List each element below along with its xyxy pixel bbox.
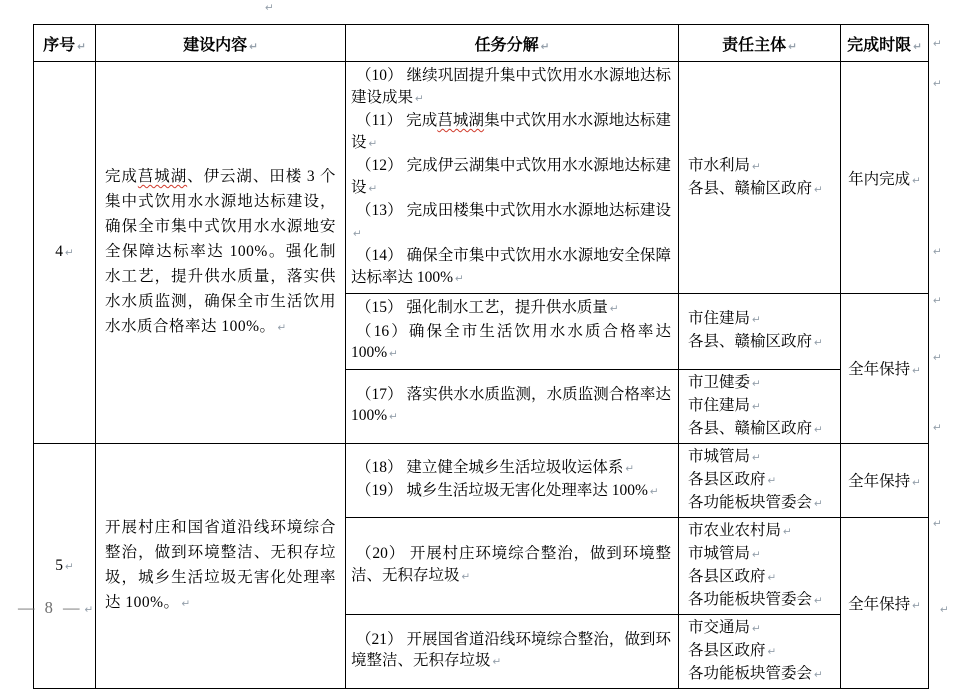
row-end-mark-icon: ↵: [933, 38, 942, 50]
return-mark-icon: ↵: [912, 599, 921, 612]
return-mark-icon: ↵: [767, 645, 777, 658]
responsible-entity: 各功能板块管委会 ↵: [688, 663, 836, 686]
row-number-cell: 5 ↵: [34, 443, 96, 688]
return-mark-icon: ↵: [814, 423, 823, 436]
return-mark-icon: ↵: [752, 400, 761, 413]
row-end-mark-icon: ↵: [933, 78, 942, 90]
paragraph-mark-icon: ↵: [265, 2, 274, 14]
return-mark-icon: ↵: [767, 571, 777, 584]
responsible-entity-cell: [679, 62, 841, 294]
return-mark-icon: ↵: [788, 40, 797, 53]
return-mark-icon: ↵: [415, 92, 424, 105]
responsible-entity: 市城管局 ↵: [688, 543, 836, 566]
responsible-entity: 各功能板块管委会 ↵: [688, 589, 836, 612]
col-header-responsible-entity: 责任主体 ↵: [679, 25, 841, 62]
task-breakdown-cell: [346, 614, 679, 688]
row-end-mark-icon: ↵: [933, 246, 942, 258]
return-mark-icon: ↵: [461, 570, 471, 583]
return-mark-icon: ↵: [181, 597, 191, 610]
return-mark-icon: ↵: [389, 348, 398, 360]
return-mark-icon: ↵: [767, 474, 777, 487]
return-mark-icon: ↵: [814, 497, 823, 510]
responsible-entity-cell: [679, 443, 841, 517]
responsible-entity: 各县区政府 ↵: [688, 469, 836, 492]
row-number-cell: 4 ↵: [34, 62, 96, 444]
responsible-entity: 市住建局 ↵: [688, 308, 836, 331]
task-item: （16）确保全市生活饮用水水质合格率达 100% ↵: [351, 321, 671, 366]
return-mark-icon: ↵: [540, 40, 550, 53]
col-header-task-breakdown: 任务分解 ↵: [346, 25, 679, 62]
table-row: [34, 62, 929, 294]
task-breakdown-cell: [346, 294, 679, 370]
return-mark-icon: ↵: [84, 604, 97, 616]
row-end-mark-icon: ↵: [933, 422, 942, 434]
return-mark-icon: ↵: [912, 477, 921, 489]
return-mark-icon: ↵: [814, 337, 823, 350]
row-end-mark-icon: ↵: [933, 518, 942, 530]
return-mark-icon: ↵: [609, 303, 619, 315]
task-item: （10） 继续巩固提升集中式饮用水水源地达标建设成果 ↵: [351, 65, 671, 110]
return-mark-icon: ↵: [353, 227, 362, 240]
task-decomposition-table: [33, 24, 929, 689]
return-mark-icon: ↵: [455, 272, 464, 285]
responsible-entity: 市住建局 ↵: [688, 395, 836, 418]
return-mark-icon: ↵: [625, 462, 635, 475]
return-mark-icon: ↵: [64, 247, 74, 260]
completion-deadline-cell: 全年保持 ↵: [841, 443, 929, 517]
task-item: （19） 城乡生活垃圾无害化处理率达 100% ↵: [351, 480, 671, 504]
responsible-entity: 市卫健委 ↵: [688, 372, 836, 395]
return-mark-icon: ↵: [752, 377, 761, 390]
return-mark-icon: ↵: [649, 486, 659, 498]
completion-deadline-cell: 年内完成 ↵: [841, 62, 929, 294]
return-mark-icon: ↵: [752, 314, 761, 327]
col-header-construction-content: 建设内容 ↵: [96, 25, 346, 62]
responsible-entity: 各县区政府 ↵: [688, 640, 836, 663]
task-breakdown-cell: [346, 443, 679, 517]
task-item: （18） 建立健全城乡生活垃圾收运体系 ↵: [351, 457, 671, 481]
responsible-entity: 市城管局 ↵: [688, 446, 836, 469]
return-mark-icon: ↵: [912, 174, 921, 187]
page-number: [18, 598, 96, 618]
col-header-completion-deadline: 完成时限 ↵: [841, 25, 929, 62]
return-mark-icon: ↵: [814, 183, 823, 196]
responsible-entity: 各县、赣榆区政府 ↵: [688, 418, 836, 441]
row-end-mark-icon: ↵: [933, 352, 942, 364]
responsible-entity: 各县区政府 ↵: [688, 566, 836, 589]
task-item: （11） 完成莒城湖集中式饮用水水源地达标建设 ↵: [351, 110, 671, 155]
task-item: （13） 完成田楼集中式饮用水水源地达标建设↵: [351, 200, 671, 245]
responsible-entity: 市农业农村局 ↵: [688, 520, 836, 543]
table-row: [34, 443, 929, 517]
page-number-text: — 8 —: [18, 598, 83, 617]
task-breakdown-cell: [346, 62, 679, 294]
return-mark-icon: ↵: [783, 525, 792, 538]
col-header-serial-number: 序号 ↵: [34, 25, 96, 62]
row-end-mark-icon: ↵: [933, 295, 942, 307]
construction-content-cell: 完成莒城湖、伊云湖、田楼 3 个集中式饮用水水源地达标建设，确保全市集中式饮用水水源地安全保障达标率达 100%。强化制水工艺，提升供水质量，落实供水水质监测，确保全市生活饮用水水质合格率达 100%。 ↵: [96, 62, 346, 444]
return-mark-icon: ↵: [249, 40, 258, 53]
completion-deadline-cell: 全年保持 ↵: [841, 517, 929, 688]
return-mark-icon: ↵: [77, 40, 86, 53]
return-mark-icon: ↵: [752, 451, 761, 464]
return-mark-icon: ↵: [814, 594, 823, 607]
responsible-entity-cell: [679, 614, 841, 688]
return-mark-icon: ↵: [64, 560, 74, 573]
return-mark-icon: ↵: [752, 548, 761, 561]
spellcheck-squiggle: 莒城湖: [137, 167, 188, 185]
completion-deadline-cell: 全年保持 ↵: [841, 294, 929, 444]
table-header-row: [34, 25, 929, 62]
return-mark-icon: ↵: [912, 365, 921, 378]
responsible-entity: 市水利局 ↵: [688, 155, 836, 178]
task-item: （12） 完成伊云湖集中式饮用水水源地达标建设 ↵: [351, 155, 671, 200]
task-item: （14） 确保全市集中式饮用水水源地安全保障达标率达 100% ↵: [351, 245, 671, 290]
return-mark-icon: ↵: [814, 668, 823, 681]
task-breakdown-cell: [346, 517, 679, 614]
task-item: （21） 开展国省道沿线环境综合整治，做到环境整洁、无积存垃圾 ↵: [351, 629, 671, 674]
task-item: （15） 强化制水工艺，提升供水质量 ↵: [351, 297, 671, 321]
spellcheck-squiggle: 莒城湖: [437, 112, 485, 129]
paragraph-mark-icon: ↵: [940, 604, 949, 616]
return-mark-icon: ↵: [492, 656, 502, 668]
return-mark-icon: ↵: [277, 321, 287, 334]
task-item: （17） 落实供水水质监测，水质监测合格率达 100% ↵: [351, 384, 671, 429]
return-mark-icon: ↵: [368, 137, 378, 150]
task-item: （20） 开展村庄环境综合整治，做到环境整洁、无积存垃圾 ↵: [351, 543, 671, 588]
responsible-entity-cell: [679, 294, 841, 370]
construction-content-cell: 开展村庄和国省道沿线环境综合整治，做到环境整洁、无积存垃圾，城乡生活垃圾无害化处理率达 100%。 ↵: [96, 443, 346, 688]
responsible-entity-cell: [679, 369, 841, 443]
responsible-entity: 各功能板块管委会 ↵: [688, 492, 836, 515]
responsible-entity-cell: [679, 517, 841, 614]
return-mark-icon: ↵: [389, 411, 398, 423]
responsible-entity: 各县、赣榆区政府 ↵: [688, 178, 836, 201]
return-mark-icon: ↵: [752, 622, 761, 635]
responsible-entity: 各县、赣榆区政府 ↵: [688, 331, 836, 354]
return-mark-icon: ↵: [913, 40, 922, 53]
responsible-entity: 市交通局 ↵: [688, 617, 836, 640]
task-breakdown-cell: [346, 369, 679, 443]
return-mark-icon: ↵: [752, 160, 761, 173]
return-mark-icon: ↵: [368, 182, 378, 195]
